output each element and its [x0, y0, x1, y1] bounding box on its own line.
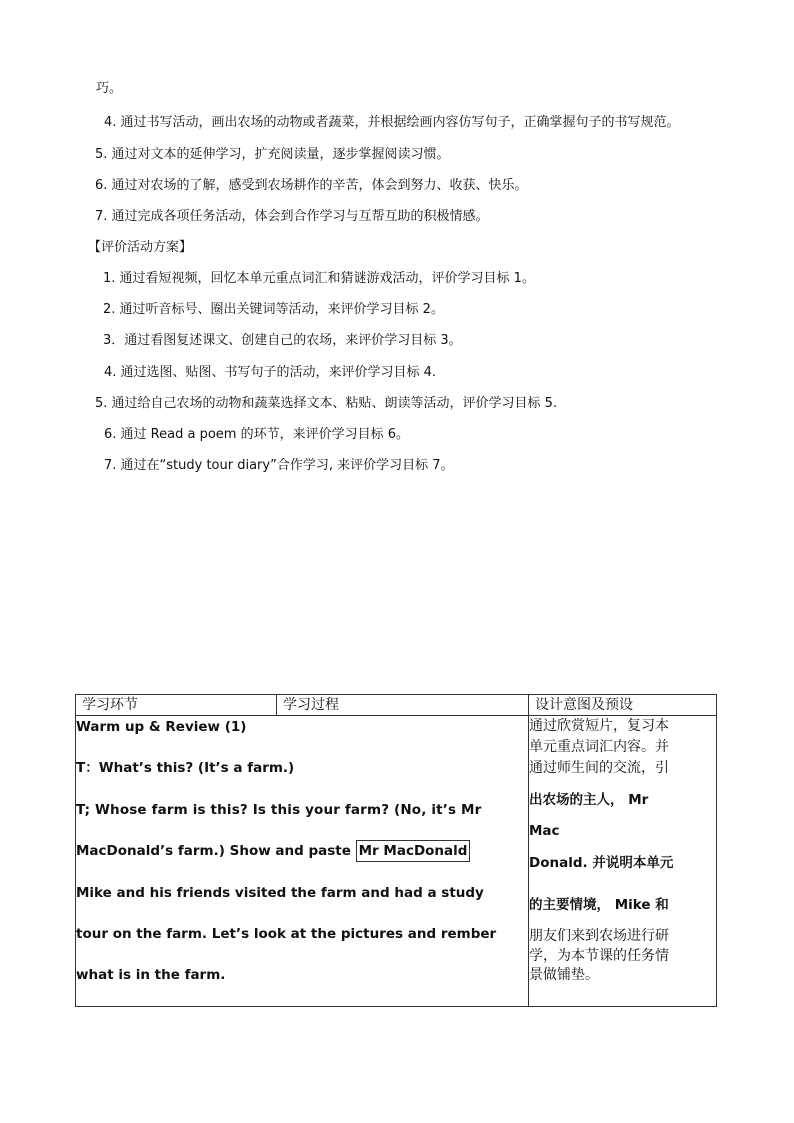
intent-line: Mac	[529, 823, 560, 839]
header-process: 学习过程	[277, 695, 529, 716]
text-line: 巧。	[96, 81, 123, 96]
text-line: 4. 通过选图、贴图、书写句子的活动，来评价学习目标 4.	[104, 365, 437, 380]
intent-line: 单元重点词汇内容。并	[529, 739, 669, 755]
text-line: 6. 通过对农场的了解，感受到农场耕作的辛苦，体会到努力、收获、快乐。	[95, 178, 528, 193]
table-row	[76, 716, 717, 1007]
text-line: 1. 通过看短视频，回忆本单元重点词汇和猜谜游戏活动，评价学习目标 1。	[103, 271, 535, 286]
header-intent: 设计意图及预设	[529, 695, 717, 716]
text-line: 7. 通过完成各项任务活动，体会到合作学习与互帮互助的积极情感。	[95, 209, 489, 224]
section-heading: 【评价活动方案】	[88, 240, 193, 255]
text-line: 5. 通过对文本的延伸学习，扩充阅读量，逐步掌握阅读习惯。	[95, 147, 450, 162]
intent-line: 景做铺垫。	[529, 967, 599, 983]
text-line: 5. 通过给自己农场的动物和蔬菜选择文本、粘贴、朗读等活动，评价学习目标 5.	[95, 396, 558, 411]
process-line	[76, 840, 528, 881]
header-stage: 学习环节	[76, 695, 277, 716]
process-line: tour on the farm. Let’s look at the pictures and rember	[76, 925, 497, 942]
text-line: 7. 通过在“study tour diary”合作学习, 来评价学习目标 7。	[104, 458, 454, 473]
intent-line: 朋友们来到农场进行研	[529, 928, 669, 944]
process-line: T; Whose farm is this? Is this your farm? (No, it’s Mr	[76, 801, 482, 818]
intent-line: 通过师生间的交流，引	[529, 760, 669, 776]
process-line: T：What’s this? (It’s a farm.)	[76, 760, 295, 777]
intent-line: 通过欣赏短片，复习本	[529, 718, 669, 734]
table-header-row	[76, 695, 717, 716]
process-line: Warm up & Review (1)	[76, 719, 247, 735]
process-cell	[76, 716, 529, 1007]
intent-line: Donald. 并说明本单元	[529, 855, 674, 871]
intent-line: 的主要情境， Mike 和	[529, 897, 669, 913]
process-text: MacDonald’s farm.) Show and paste	[76, 843, 351, 860]
paste-label-box: Mr MacDonald	[356, 840, 471, 862]
text-line: 2. 通过听音标号、圈出关键词等活动，来评价学习目标 2。	[103, 302, 444, 317]
text-line: 3．通过看图复述课文、创建自己的农场，来评价学习目标 3。	[103, 333, 462, 348]
lesson-table	[75, 694, 717, 1007]
intent-line: 学，为本节课的任务情	[529, 948, 669, 964]
process-line: what is in the farm.	[76, 967, 226, 984]
process-line: Mike and his friends visited the farm and had a study	[76, 884, 484, 901]
intent-cell	[529, 716, 717, 1007]
text-line: 6. 通过 Read a poem 的环节，来评价学习目标 6。	[104, 427, 409, 442]
intent-line: 出农场的主人， Mr	[529, 792, 649, 808]
text-line: 4. 通过书写活动，画出农场的动物或者蔬菜，并根据绘画内容仿写句子，正确掌握句子的书写规范。	[104, 115, 680, 130]
